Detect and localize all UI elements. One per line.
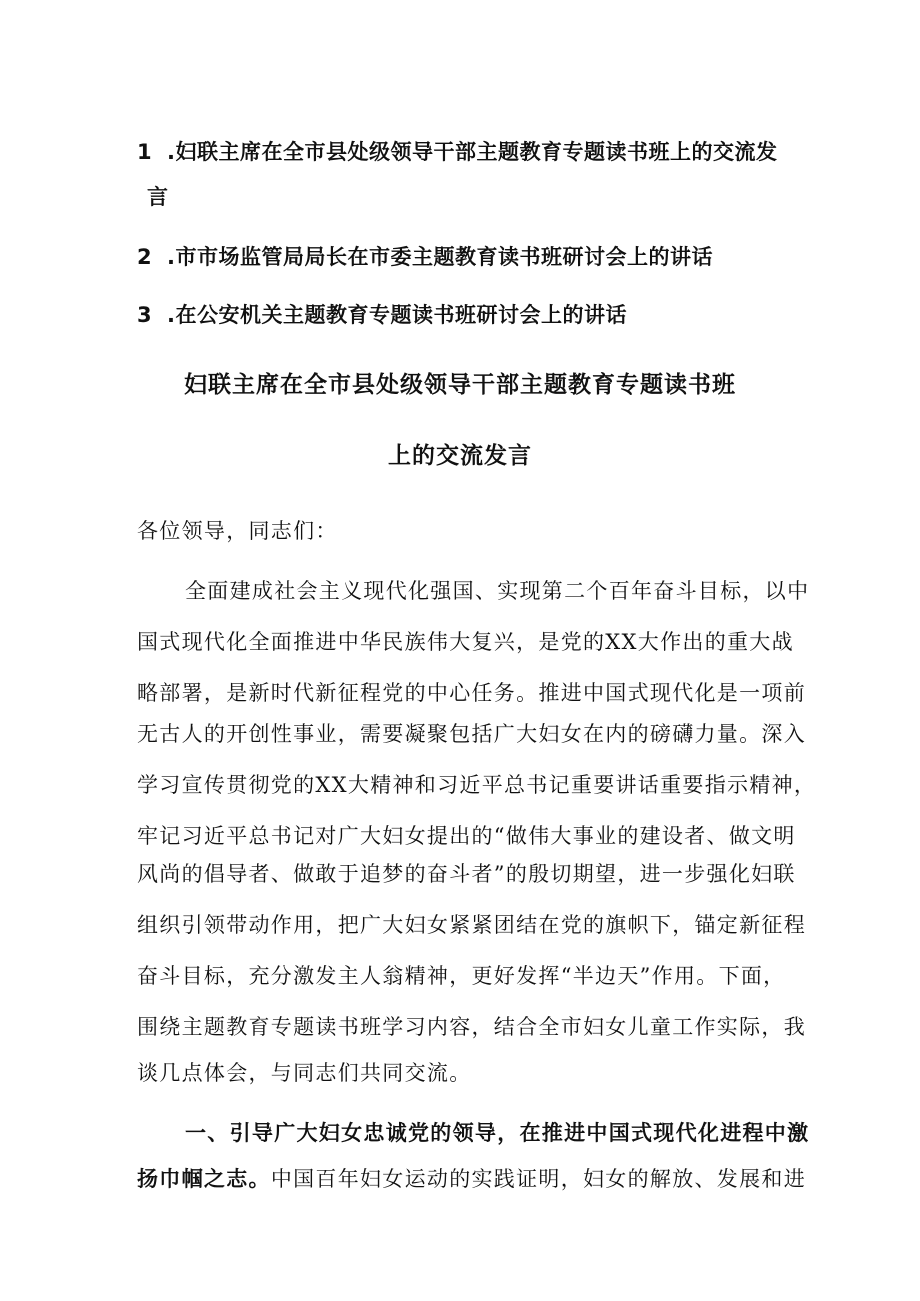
paragraph-line: 国式现代化全面推进中华民族伟大复兴，是党的XX大作出的重大战 <box>137 630 794 654</box>
toc-number: 2 <box>137 245 153 269</box>
toc-item-3[interactable] <box>137 299 627 329</box>
toc-item-1-continuation <box>147 181 169 211</box>
toc-text-continuation: 言 <box>147 185 169 209</box>
paragraph-line: 全面建成社会主义现代化强国、实现第二个百年奋斗目标，以中 <box>185 579 810 603</box>
document-title-line-1: 妇联主席在全市县处级领导干部主题教育专题读书班 <box>184 372 736 398</box>
paragraph-line: 风尚的倡导者、做敢于追梦的奋斗者”的殷切期望，进一步强化妇联 <box>137 862 796 886</box>
paragraph-line: 围绕主题教育专题读书班学习内容，结合全市妇女儿童工作实际，我 <box>137 1015 806 1039</box>
section-heading-continuation: 扬巾帼之志。 <box>137 1167 271 1191</box>
toc-text: .市市场监管局局长在市委主题教育读书班研讨会上的讲话 <box>167 245 713 269</box>
section-text: 中国百年妇女运动的实践证明，妇女的解放、发展和进 <box>270 1167 807 1191</box>
paragraph-line: 略部署，是新时代新征程党的中心任务。推进中国式现代化是一项前 <box>137 681 806 705</box>
paragraph-line: 奋斗目标，充分激发主人翁精神，更好发挥“半边天”作用。下面， <box>137 964 786 988</box>
toc-item-1[interactable] <box>137 136 777 166</box>
toc-number: 3 <box>137 303 153 327</box>
paragraph-line: 学习宣传贯彻党的XX大精神和习近平总书记重要讲话重要指示精神， <box>137 773 817 797</box>
paragraph-line: 谈几点体会，与同志们共同交流。 <box>137 1061 472 1085</box>
toc-number: 1 <box>137 140 153 164</box>
section-heading: 一、引导广大妇女忠诚党的领导，在推进中国式现代化进程中激 <box>185 1121 810 1145</box>
toc-text: .在公安机关主题教育专题读书班研讨会上的讲话 <box>167 303 627 327</box>
toc-item-2[interactable] <box>137 241 713 271</box>
toc-text: .妇联主席在全市县处级领导干部主题教育专题读书班上的交流发 <box>167 140 778 164</box>
paragraph-line: 组织引领带动作用，把广大妇女紧紧团结在党的旗帜下，锚定新征程 <box>137 913 806 937</box>
paragraph-line: 无古人的开创性事业，需要凝聚包括广大妇女在内的磅礴力量。深入 <box>137 722 806 746</box>
document-title-line-2: 上的交流发言 <box>388 443 532 469</box>
salutation: 各位领导，同志们： <box>137 519 338 543</box>
paragraph-line: 牢记习近平总书记对广大妇女提出的“做伟大事业的建设者、做文明 <box>137 824 796 848</box>
section-line <box>137 1163 806 1193</box>
